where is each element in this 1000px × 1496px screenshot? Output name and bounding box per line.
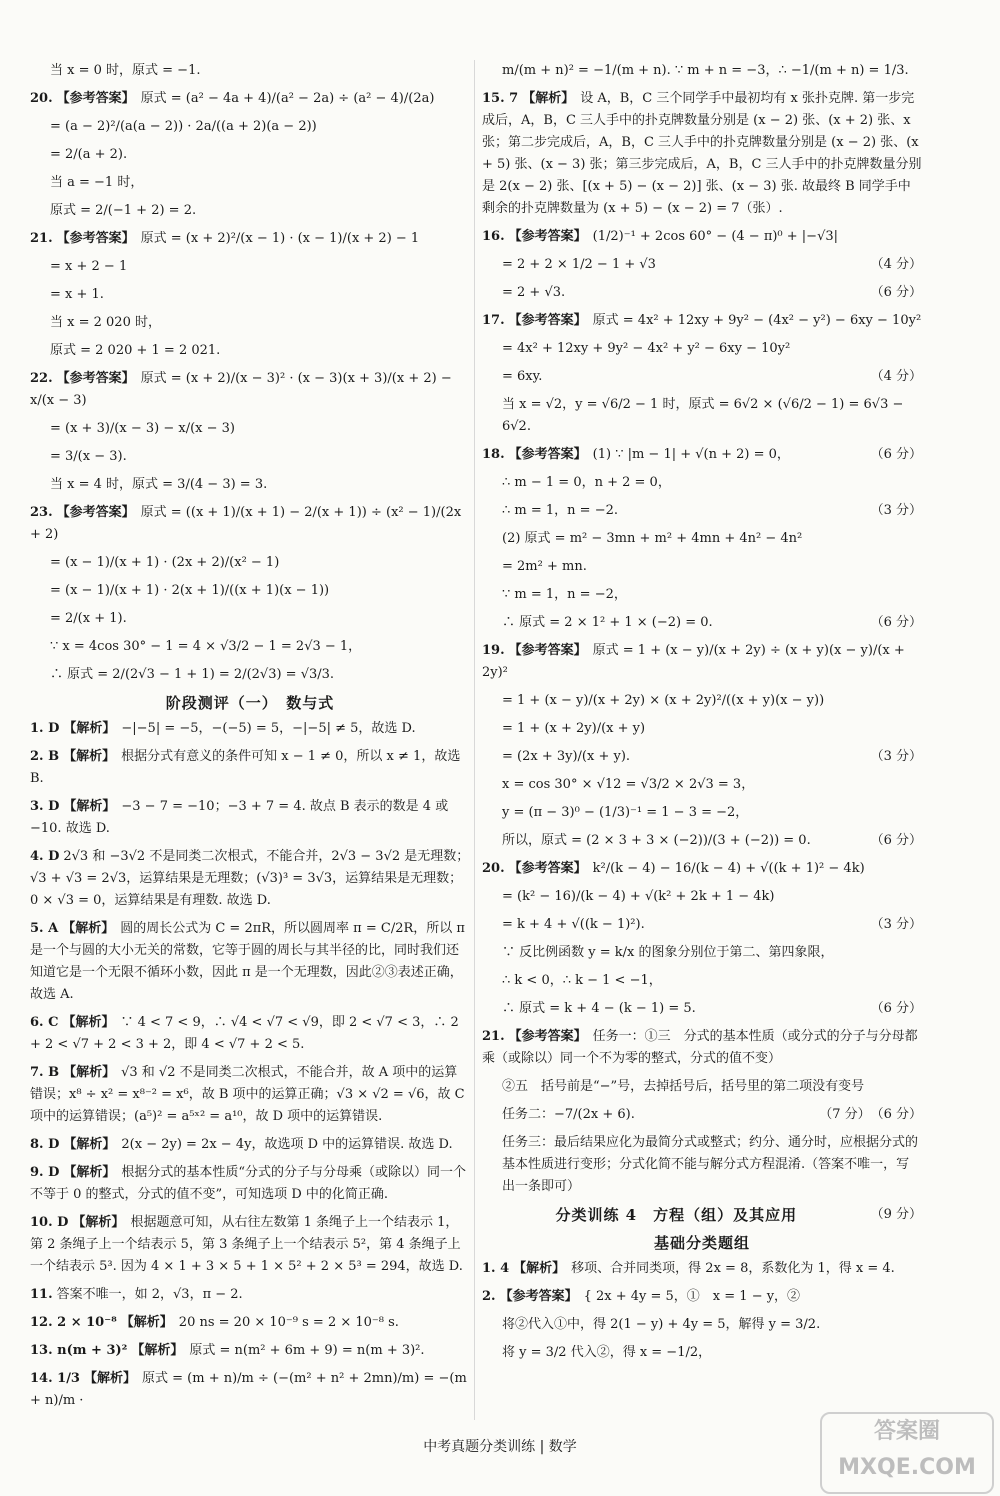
question-number: 17. (482, 313, 505, 328)
left-line (30, 60, 470, 82)
question-number: 3. D (30, 799, 60, 814)
line-text: 2(x − 2y) = 2x − 4y，故选项 D 中的运算错误. 故选 D. (121, 1137, 453, 1152)
line-text: k²/(k − 4) − 16/(k − 4) + √((k + 1)² − 4k) (592, 861, 865, 876)
line-text: 答案不唯一，如 2，√3，π − 2. (56, 1287, 243, 1302)
right-line (482, 746, 922, 768)
score-marker: （4 分） (870, 257, 922, 272)
score-marker: （9 分） (870, 1207, 922, 1222)
line-text: 所以，原式 = (2 × 3 + 3 × (−2))/(3 + (−2)) = 0. (502, 833, 811, 848)
right-line (482, 366, 922, 388)
line-text: ∵ 4 < 7 < 9，∴ √4 < √7 < √9，即 2 < √7 < 3，∴ 2 + 2 < √7 + 2 < 3 + 2，即 4 < √7 + 2 < 5. (30, 1015, 459, 1052)
left-line (30, 368, 470, 412)
answer-tag: 【解析】 (62, 921, 115, 936)
line-text: 任务三：最后结果应化为最简分式或整式；约分、通分时，应根据分式的基本性质进行变形；分式化简不能与解分式方程混淆.（答案不唯一，写出一条即可） (502, 1135, 919, 1194)
line-text: ∴ m = 1，n = −2. (502, 503, 618, 518)
left-line (30, 340, 470, 362)
line-text: = (a − 2)²/(a(a − 2)) · 2a/((a + 2)(a − 2)) (50, 119, 317, 134)
score-marker: （3 分） (870, 749, 922, 764)
section-title: 分类训练 4 方程（组）及其应用 (555, 1206, 798, 1224)
question-number: 23. (30, 505, 53, 520)
question-number: 22. (30, 371, 53, 386)
right-line (482, 774, 922, 796)
left-line (30, 284, 470, 306)
line-text: 原式 = ((x + 1)/(x + 1) − 2/(x + 1)) ÷ (x² − 1)/(2x + 2) (30, 505, 462, 542)
line-text: 原式 = 1 + (x − y)/(x + 2y) ÷ (x + y)(x − y)/(x + 2y)² (482, 643, 905, 680)
line-text: ∴ 原式 = 2/(2√3 − 1 + 1) = 2/(2√3) = √3/3. (50, 667, 335, 682)
right-line (482, 640, 922, 684)
right-line (482, 444, 922, 466)
line-text: = (x − 1)/(x + 1) · 2(x + 1)/((x + 1)(x − 1)) (50, 583, 330, 598)
right-line (482, 226, 922, 248)
line-text: = 1 + (x + 2y)/(x + y) (502, 721, 646, 736)
line-text: { 2x + 4y = 5，① x = 1 − y，② (583, 1289, 801, 1304)
line-text: = 2/(a + 2). (50, 147, 128, 162)
answer-tag: 【解析】 (120, 1315, 173, 1330)
right-line (482, 1104, 922, 1126)
question-number: 8. D (30, 1137, 60, 1152)
line-text: = 4x² + 12xy + 9y² − 4x² + y² − 6xy − 10y² (502, 341, 791, 356)
right-line (482, 338, 922, 360)
answer-tag: 【解析】 (63, 1137, 116, 1152)
line-text: (1) ∵ |m − 1| + √(n + 2) = 0， (592, 447, 790, 462)
answer-line (30, 1312, 470, 1334)
answer-tag: 【解析】 (522, 91, 575, 106)
answer-tag: 【参考答案】 (508, 1029, 587, 1044)
column-divider (474, 60, 475, 1420)
answer-tag: 【解析】 (63, 749, 116, 764)
answer-tag: 【解析】 (83, 1371, 136, 1386)
right-column (482, 60, 922, 1370)
right-line (482, 310, 922, 332)
left-line (30, 608, 470, 630)
right-line (482, 1026, 922, 1070)
section-subtitle: 基础分类题组 (653, 1234, 750, 1252)
score-marker: （6 分） (870, 447, 922, 462)
answer-line (30, 1162, 470, 1206)
line-text: = 2/(x + 1). (50, 611, 127, 626)
line-text: 任务二：−7/(2x + 6). (502, 1107, 635, 1122)
question-number: 1. 4 (482, 1261, 510, 1276)
line-text: 2√3 和 −3√2 不是同类二次根式，不能合并，2√3 − 3√2 是无理数；√3 + √3 = 2√3，运算结果是无理数；(√3)³ = 3√3，运算结果是无理数；0 × √3 = 0，运算结果是有理数. 故选 D. (30, 849, 470, 908)
line-text: 原式 = (x + 2)/(x − 3)² · (x − 3)(x + 3)/(x + 2) − x/(x − 3) (30, 371, 452, 408)
line-text: 当 x = 0 时，原式 = −1. (50, 63, 201, 78)
line-text: = 6xy. (502, 369, 543, 384)
right-line (482, 998, 922, 1020)
question-number: 6. C (30, 1015, 59, 1030)
line-text: 原式 = (m + n)/m ÷ (−(m² + n² + 2mn)/m) = −(m + n)/m · (30, 1371, 467, 1408)
line-text: 根据分式的基本性质“分式的分子与分母乘（或除以）同一个不等于 0 的整式，分式的值不变”，可知选项 D 中的化简正确. (30, 1165, 467, 1202)
answer-line (30, 1368, 470, 1412)
line-text: 将 y = 3/2 代入②，得 x = −1/2， (502, 1345, 712, 1360)
line-text: −3 − 7 = −10；−3 + 7 = 4. 故点 B 表示的数是 4 或 −10. 故选 D. (30, 799, 449, 836)
left-column (30, 60, 470, 1418)
line-text: ∵ m = 1，n = −2， (502, 587, 627, 602)
right-line (482, 556, 922, 578)
answer-tag: 【参考答案】 (508, 229, 587, 244)
line-text: = x + 1. (50, 287, 104, 302)
answer-tag: 【解析】 (513, 1261, 566, 1276)
answer-line (30, 746, 470, 790)
question-number: 4. D (30, 849, 60, 864)
line-text: 当 a = −1 时， (50, 175, 144, 190)
line-text: x = cos 30° × √12 = √3/2 × 2√3 = 3， (502, 777, 755, 792)
answer-tag: 【参考答案】 (56, 371, 135, 386)
right-line (482, 942, 922, 964)
left-line (30, 580, 470, 602)
line-text: ∴ k < 0，∴ k − 1 < −1， (502, 973, 662, 988)
right-line (482, 472, 922, 494)
score-marker: （6 分） (870, 1107, 922, 1122)
question-number: 1. D (30, 721, 60, 736)
answer-line (30, 718, 470, 740)
right-line (482, 584, 922, 606)
score-marker: （6 分） (870, 615, 922, 630)
question-number: 19. (482, 643, 505, 658)
right-line (482, 1132, 922, 1198)
line-text: = 2 + √3. (502, 285, 566, 300)
page-footer: 中考真题分类训练 | 数学 (423, 1439, 577, 1455)
line-text: 根据题意可知，从右往左数第 1 条绳子上一个结表示 1，第 2 条绳子上一个结表示 5，第 3 条绳子上一个结表示 5²，第 4 条绳子上一个结表示 5³. 因为 4 × 1 + 3 × 5 + 1 × 5² + 2 × 5³ = 294，故选 D. (30, 1215, 463, 1274)
answer-line (30, 918, 470, 1006)
question-number: 13. n(m + 3)² (30, 1343, 128, 1358)
answer-line (30, 1340, 470, 1362)
score-marker: （4 分） (870, 369, 922, 384)
right-line (482, 970, 922, 992)
question-number: 21. (482, 1029, 505, 1044)
answer-tag: 【解析】 (63, 721, 116, 736)
question-number: 11. (30, 1287, 53, 1302)
score-marker: （6 分） (870, 1001, 922, 1016)
answer-tag: 【解析】 (63, 799, 116, 814)
question-number: 5. A (30, 921, 59, 936)
score-marker: （3 分） (870, 917, 922, 932)
line-text: 当 x = 2 020 时， (50, 315, 161, 330)
left-line (30, 418, 470, 440)
answer-line (30, 1062, 470, 1128)
left-line (30, 172, 470, 194)
question-number: 14. 1/3 (30, 1371, 80, 1386)
left-line (30, 200, 470, 222)
answer-tag: 【解析】 (131, 1343, 184, 1358)
line-text: m/(m + n)² = −1/(m + n). ∵ m + n = −3，∴ −1/(m + n) = 1/3. (502, 63, 909, 78)
tail-line (482, 1258, 922, 1280)
question-number: 2. B (30, 749, 60, 764)
score-marker: （3 分） (870, 503, 922, 518)
line-text: (1/2)⁻¹ + 2cos 60° − (4 − π)⁰ + |−√3| (592, 229, 839, 244)
left-line (30, 88, 470, 110)
line-text: 移项、合并同类项，得 2x = 8，系数化为 1，得 x = 4. (571, 1261, 895, 1276)
line-text: 当 x = √2，y = √6/2 − 1 时，原式 = 6√2 × (√6/2 − 1) = 6√3 − 6√2. (502, 397, 904, 434)
right-line (482, 254, 922, 276)
right-line (482, 802, 922, 824)
right-line (482, 858, 922, 880)
answer-tag: 【参考答案】 (508, 313, 587, 328)
line-text: = (x − 1)/(x + 1) · (2x + 2)/(x² − 1) (50, 555, 280, 570)
line-text: 原式 = (a² − 4a + 4)/(a² − 2a) ÷ (a² − 4)/(2a) (140, 91, 435, 106)
left-line (30, 312, 470, 334)
line-text: (2) 原式 = m² − 3mn + m² + 4mn + 4n² − 4n² (502, 531, 803, 546)
right-line (482, 500, 922, 522)
question-number: 15. 7 (482, 91, 519, 106)
line-text: ∴ 原式 = k + 4 − (k − 1) = 5. (502, 1001, 696, 1016)
tail-line (482, 1286, 922, 1308)
line-text: 设 A，B，C 三个同学手中最初均有 x 张扑克牌. 第一步完成后，A，B，C 三人手中的扑克牌数量分别是 (x − 2) 张、(x + 2) 张、x 张；第二步完成后，A，B，C 三人手中的扑克牌数量分别是 (x − 2) 张、(x + 5) 张、(x − 3) 张；第三步完成后，A，B，C 三人手中的扑克牌数量分别是 2(x − 2) 张、[(x + 5) − (x − 2)] 张、(x − 3) 张. 故最终 B 同学手中剩余的扑克牌数量为 (x + 5) − (x − 2) = 7（张）. (482, 91, 922, 216)
line-text: √3 和 √2 不是同类二次根式，不能合并，故 A 项中的运算错误；x⁸ ÷ x² = x⁸⁻² = x⁶，故 B 项中的运算正确；√3 × √2 = √6，故 C 项中的运算错误；(a⁵)² = a⁵ˣ² = a¹⁰，故 D 项中的运算错误. (30, 1065, 465, 1124)
watermark-logo: 答案圈 MXQE.COM (820, 1412, 994, 1494)
line-text: = 1 + (x − y)/(x + 2y) × (x + 2y)²/((x + y)(x − y)) (502, 693, 825, 708)
tail-line (482, 1342, 922, 1364)
right-line (482, 690, 922, 712)
right-line (482, 612, 922, 634)
answer-line (30, 1012, 470, 1056)
line-text: 原式 = 2 020 + 1 = 2 021. (50, 343, 221, 358)
line-text: = k + 4 + √((k − 1)²). (502, 917, 645, 932)
score-marker: （6 分） (870, 285, 922, 300)
line-text: y = (π − 3)⁰ − (1/3)⁻¹ = 1 − 3 = −2， (502, 805, 749, 820)
answer-line (30, 846, 470, 912)
left-line (30, 474, 470, 496)
answer-line (30, 796, 470, 840)
answer-tag: 【参考答案】 (56, 231, 135, 246)
line-text: = 3/(x − 3). (50, 449, 127, 464)
score-marker: （6 分） (870, 833, 922, 848)
answer-tag: 【解析】 (63, 1165, 116, 1180)
left-line (30, 144, 470, 166)
left-line (30, 446, 470, 468)
line-text: 20 ns = 20 × 10⁻⁹ s = 2 × 10⁻⁸ s. (178, 1315, 399, 1330)
question-number: 10. D (30, 1215, 69, 1230)
question-number: 9. D (30, 1165, 60, 1180)
right-line (482, 830, 922, 852)
left-line (30, 664, 470, 686)
right-line (482, 1076, 922, 1098)
answer-line (30, 1212, 470, 1278)
line-text: ∵ 反比例函数 y = k/x 的图象分别位于第二、第四象限， (502, 945, 834, 960)
line-text: 原式 = (x + 2)²/(x − 1) · (x − 1)/(x + 2) − 1 (140, 231, 420, 246)
right-line (482, 282, 922, 304)
score-marker: （7 分） (819, 1107, 871, 1122)
right-line (482, 886, 922, 908)
right-line (482, 718, 922, 740)
line-text: −|−5| = −5，−(−5) = 5，−|−5| ≠ 5，故选 D. (121, 721, 416, 736)
line-text: ∵ x = 4cos 30° − 1 = 4 × √3/2 − 1 = 2√3 − 1， (50, 639, 362, 654)
question-number: 7. B (30, 1065, 60, 1080)
line-text: ∴ 原式 = 2 × 1² + 1 × (−2) = 0. (502, 615, 713, 630)
line-text: 原式 = 4x² + 12xy + 9y² − (4x² − y²) − 6xy − 10y² (592, 313, 922, 328)
line-text: 任务一：①三 分式的基本性质（或分式的分子与分母都乘（或除以）同一个不为零的整式，分式的值不变） (482, 1029, 918, 1066)
answer-tag: 【参考答案】 (56, 91, 135, 106)
left-line (30, 636, 470, 658)
question-number: 16. (482, 229, 505, 244)
line-text: = (x + 3)/(x − 3) − x/(x − 3) (50, 421, 235, 436)
question-number: 12. 2 × 10⁻⁸ (30, 1315, 117, 1330)
answer-tag: 【解析】 (72, 1215, 125, 1230)
line-text: 原式 = 2/(−1 + 2) = 2. (50, 203, 197, 218)
question-number: 2. (482, 1289, 496, 1304)
answer-line (30, 1134, 470, 1156)
line-text: ∴ m − 1 = 0，n + 2 = 0， (502, 475, 671, 490)
line-text: = x + 2 − 1 (50, 259, 128, 274)
answer-tag: 【解析】 (63, 1065, 116, 1080)
answer-tag: 【解析】 (62, 1015, 115, 1030)
right-line (482, 914, 922, 936)
answer-tag: 【参考答案】 (508, 643, 587, 658)
answer-line (30, 1284, 470, 1306)
right-line (482, 88, 922, 220)
tail-line (482, 1314, 922, 1336)
line-text: 将②代入①中，得 2(1 − y) + 4y = 5，解得 y = 3/2. (502, 1317, 821, 1332)
line-text: = 2m² + mn. (502, 559, 587, 574)
line-text: = (k² − 16)/(k − 4) + √(k² + 2k + 1 − 4k) (502, 889, 775, 904)
left-line (30, 552, 470, 574)
question-number: 18. (482, 447, 505, 462)
right-line (482, 60, 922, 82)
line-text: 当 x = 4 时，原式 = 3/(4 − 3) = 3. (50, 477, 268, 492)
line-text: = 2 + 2 × 1/2 − 1 + √3 (502, 257, 656, 272)
line-text: 原式 = n(m² + 6m + 9) = n(m + 3)². (189, 1343, 425, 1358)
left-line (30, 502, 470, 546)
question-number: 20. (30, 91, 53, 106)
right-line (482, 394, 922, 438)
left-line (30, 228, 470, 250)
question-number: 21. (30, 231, 53, 246)
answer-tag: 【参考答案】 (56, 505, 135, 520)
line-text: = (2x + 3y)/(x + y). (502, 749, 631, 764)
answer-tag: 【参考答案】 (508, 861, 587, 876)
question-number: 20. (482, 861, 505, 876)
line-text: ②五 括号前是“−”号，去掉括号后，括号里的第二项没有变号 (502, 1079, 865, 1094)
line-text: 根据分式有意义的条件可知 x − 1 ≠ 0，所以 x ≠ 1，故选 B. (30, 749, 461, 786)
section-title: 阶段测评（一） 数与式 (165, 694, 335, 712)
left-line (30, 256, 470, 278)
line-text: 圆的周长公式为 C = 2πR，所以圆周率 π = C/2R，所以 π 是一个与圆的大小无关的常数，它等于圆的周长与其半径的比，同时我们还知道它是一个无限不循环小数，因此 π 是一个无理数，因此②③表述正确，故选 A. (30, 921, 465, 1002)
left-line (30, 116, 470, 138)
right-line (482, 528, 922, 550)
answer-tag: 【参考答案】 (508, 447, 587, 462)
answer-tag: 【参考答案】 (499, 1289, 578, 1304)
